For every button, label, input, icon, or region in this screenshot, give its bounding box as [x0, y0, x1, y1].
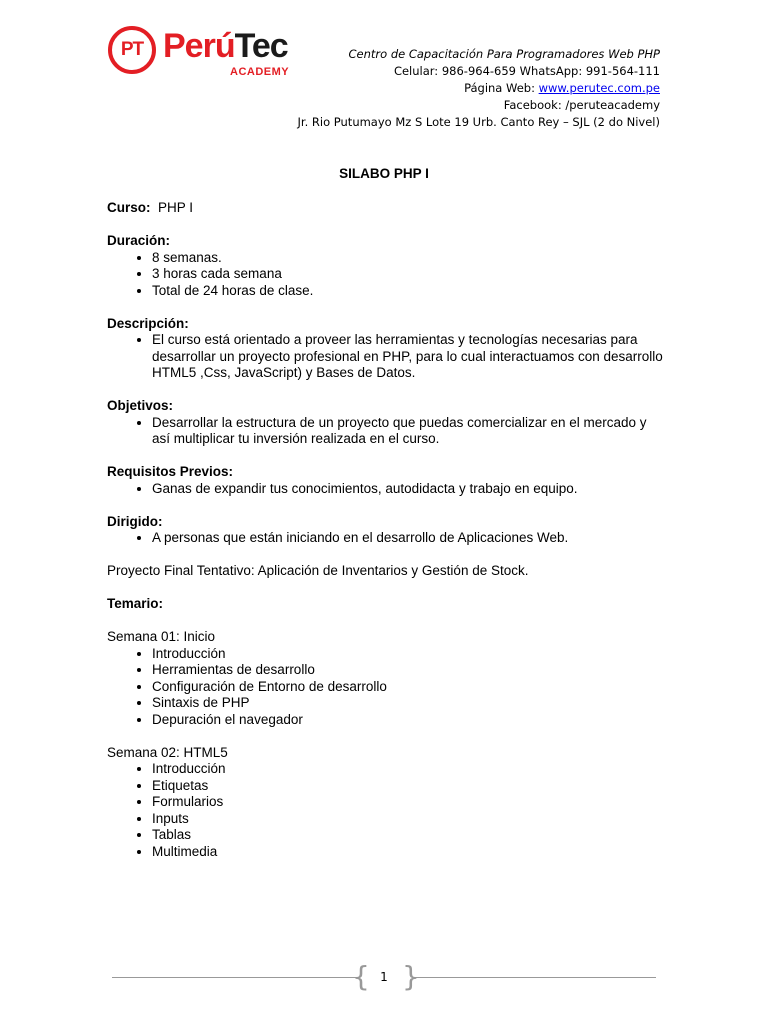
- list-item: • Tablas: [152, 827, 667, 844]
- list-item: • Depuración el navegador: [152, 712, 667, 729]
- list-item: • A personas que están iniciando en el desarrollo de Aplicaciones Web.: [152, 530, 667, 547]
- list-item: • 3 horas cada semana: [152, 266, 667, 283]
- semana-01-list: [107, 646, 667, 729]
- logo-subtitle: ACADEMY: [230, 66, 290, 78]
- objetivos-list: [107, 415, 667, 448]
- contact-line-5: Jr. Rio Putumayo Mz S Lote 19 Urb. Canto Rey – SJL (2 do Nivel): [297, 115, 660, 129]
- document-body: [107, 200, 667, 860]
- list-item: • Formularios: [152, 794, 667, 811]
- perutec-logo: [108, 24, 318, 82]
- website-link[interactable]: www.perutec.com.pe: [538, 81, 660, 95]
- footer-divider-left: [112, 977, 356, 978]
- list-item: • Ganas de expandir tus conocimientos, autodidacta y trabajo en equipo.: [152, 481, 667, 498]
- list-item: • Configuración de Entorno de desarrollo: [152, 679, 667, 696]
- list-item: • Inputs: [152, 811, 667, 828]
- requisitos-list: [107, 481, 667, 498]
- list-item: • Introducción: [152, 646, 667, 663]
- list-item: • Etiquetas: [152, 778, 667, 795]
- dirigido-list: [107, 530, 667, 547]
- curso-line: Curso: PHP I: [107, 200, 194, 215]
- descripcion-list: [107, 332, 667, 382]
- logo-wordmark: PerúTec: [163, 27, 288, 65]
- list-item: • Total de 24 horas de clase.: [152, 283, 667, 300]
- contact-line-3: Página Web: www.perutec.com.pe: [464, 81, 660, 95]
- duracion-list: [107, 250, 667, 300]
- contact-block: [298, 46, 660, 131]
- list-item: • Introducción: [152, 761, 667, 778]
- contact-line-1: Centro de Capacitación Para Programadores Web PHP: [348, 47, 660, 61]
- footer-bracket-right: }: [402, 960, 420, 993]
- temario-heading: Temario:: [107, 596, 164, 611]
- contact-line-2: Celular: 986-964-659 WhatsApp: 991-564-111: [393, 64, 660, 78]
- document-title: SILABO PHP I: [339, 166, 429, 181]
- list-item: • Multimedia: [152, 844, 667, 861]
- semana-02-list: [107, 761, 667, 860]
- duracion-heading: Duración:: [107, 233, 171, 248]
- logo-mark: PT: [108, 26, 156, 74]
- semana-02-heading: Semana 02: HTML5: [107, 744, 228, 760]
- semana-01-heading: Semana 01: Inicio: [107, 629, 216, 644]
- objetivos-heading: Objetivos:: [107, 398, 174, 413]
- footer-divider-right: [412, 977, 656, 978]
- requisitos-heading: Requisitos Previos:: [107, 464, 234, 479]
- page-number: 1: [380, 970, 388, 984]
- list-item: • Desarrollar la estructura de un proyecto que puedas comercializar en el mercado y así multiplicar tu inversión realizada en el curso.: [152, 415, 667, 448]
- list-item: • 8 semanas.: [152, 250, 667, 267]
- proyecto-line: Proyecto Final Tentativo: Aplicación de Inventarios y Gestión de Stock.: [107, 563, 529, 578]
- list-item: • Sintaxis de PHP: [152, 695, 667, 712]
- footer-bracket-left: {: [352, 960, 370, 993]
- dirigido-heading: Dirigido:: [107, 513, 163, 529]
- contact-line-4: Facebook: /peruteacademy: [503, 98, 660, 112]
- list-item: • Herramientas de desarrollo: [152, 662, 667, 679]
- descripcion-heading: Descripción:: [107, 315, 189, 331]
- list-item: • El curso está orientado a proveer las herramientas y tecnologías necesarias para desarrollar un proyecto profesional en PHP, para lo cual interactuamos con desarrollo HTML5 ,Css, JavaScript) y Bases de Datos.: [152, 332, 667, 382]
